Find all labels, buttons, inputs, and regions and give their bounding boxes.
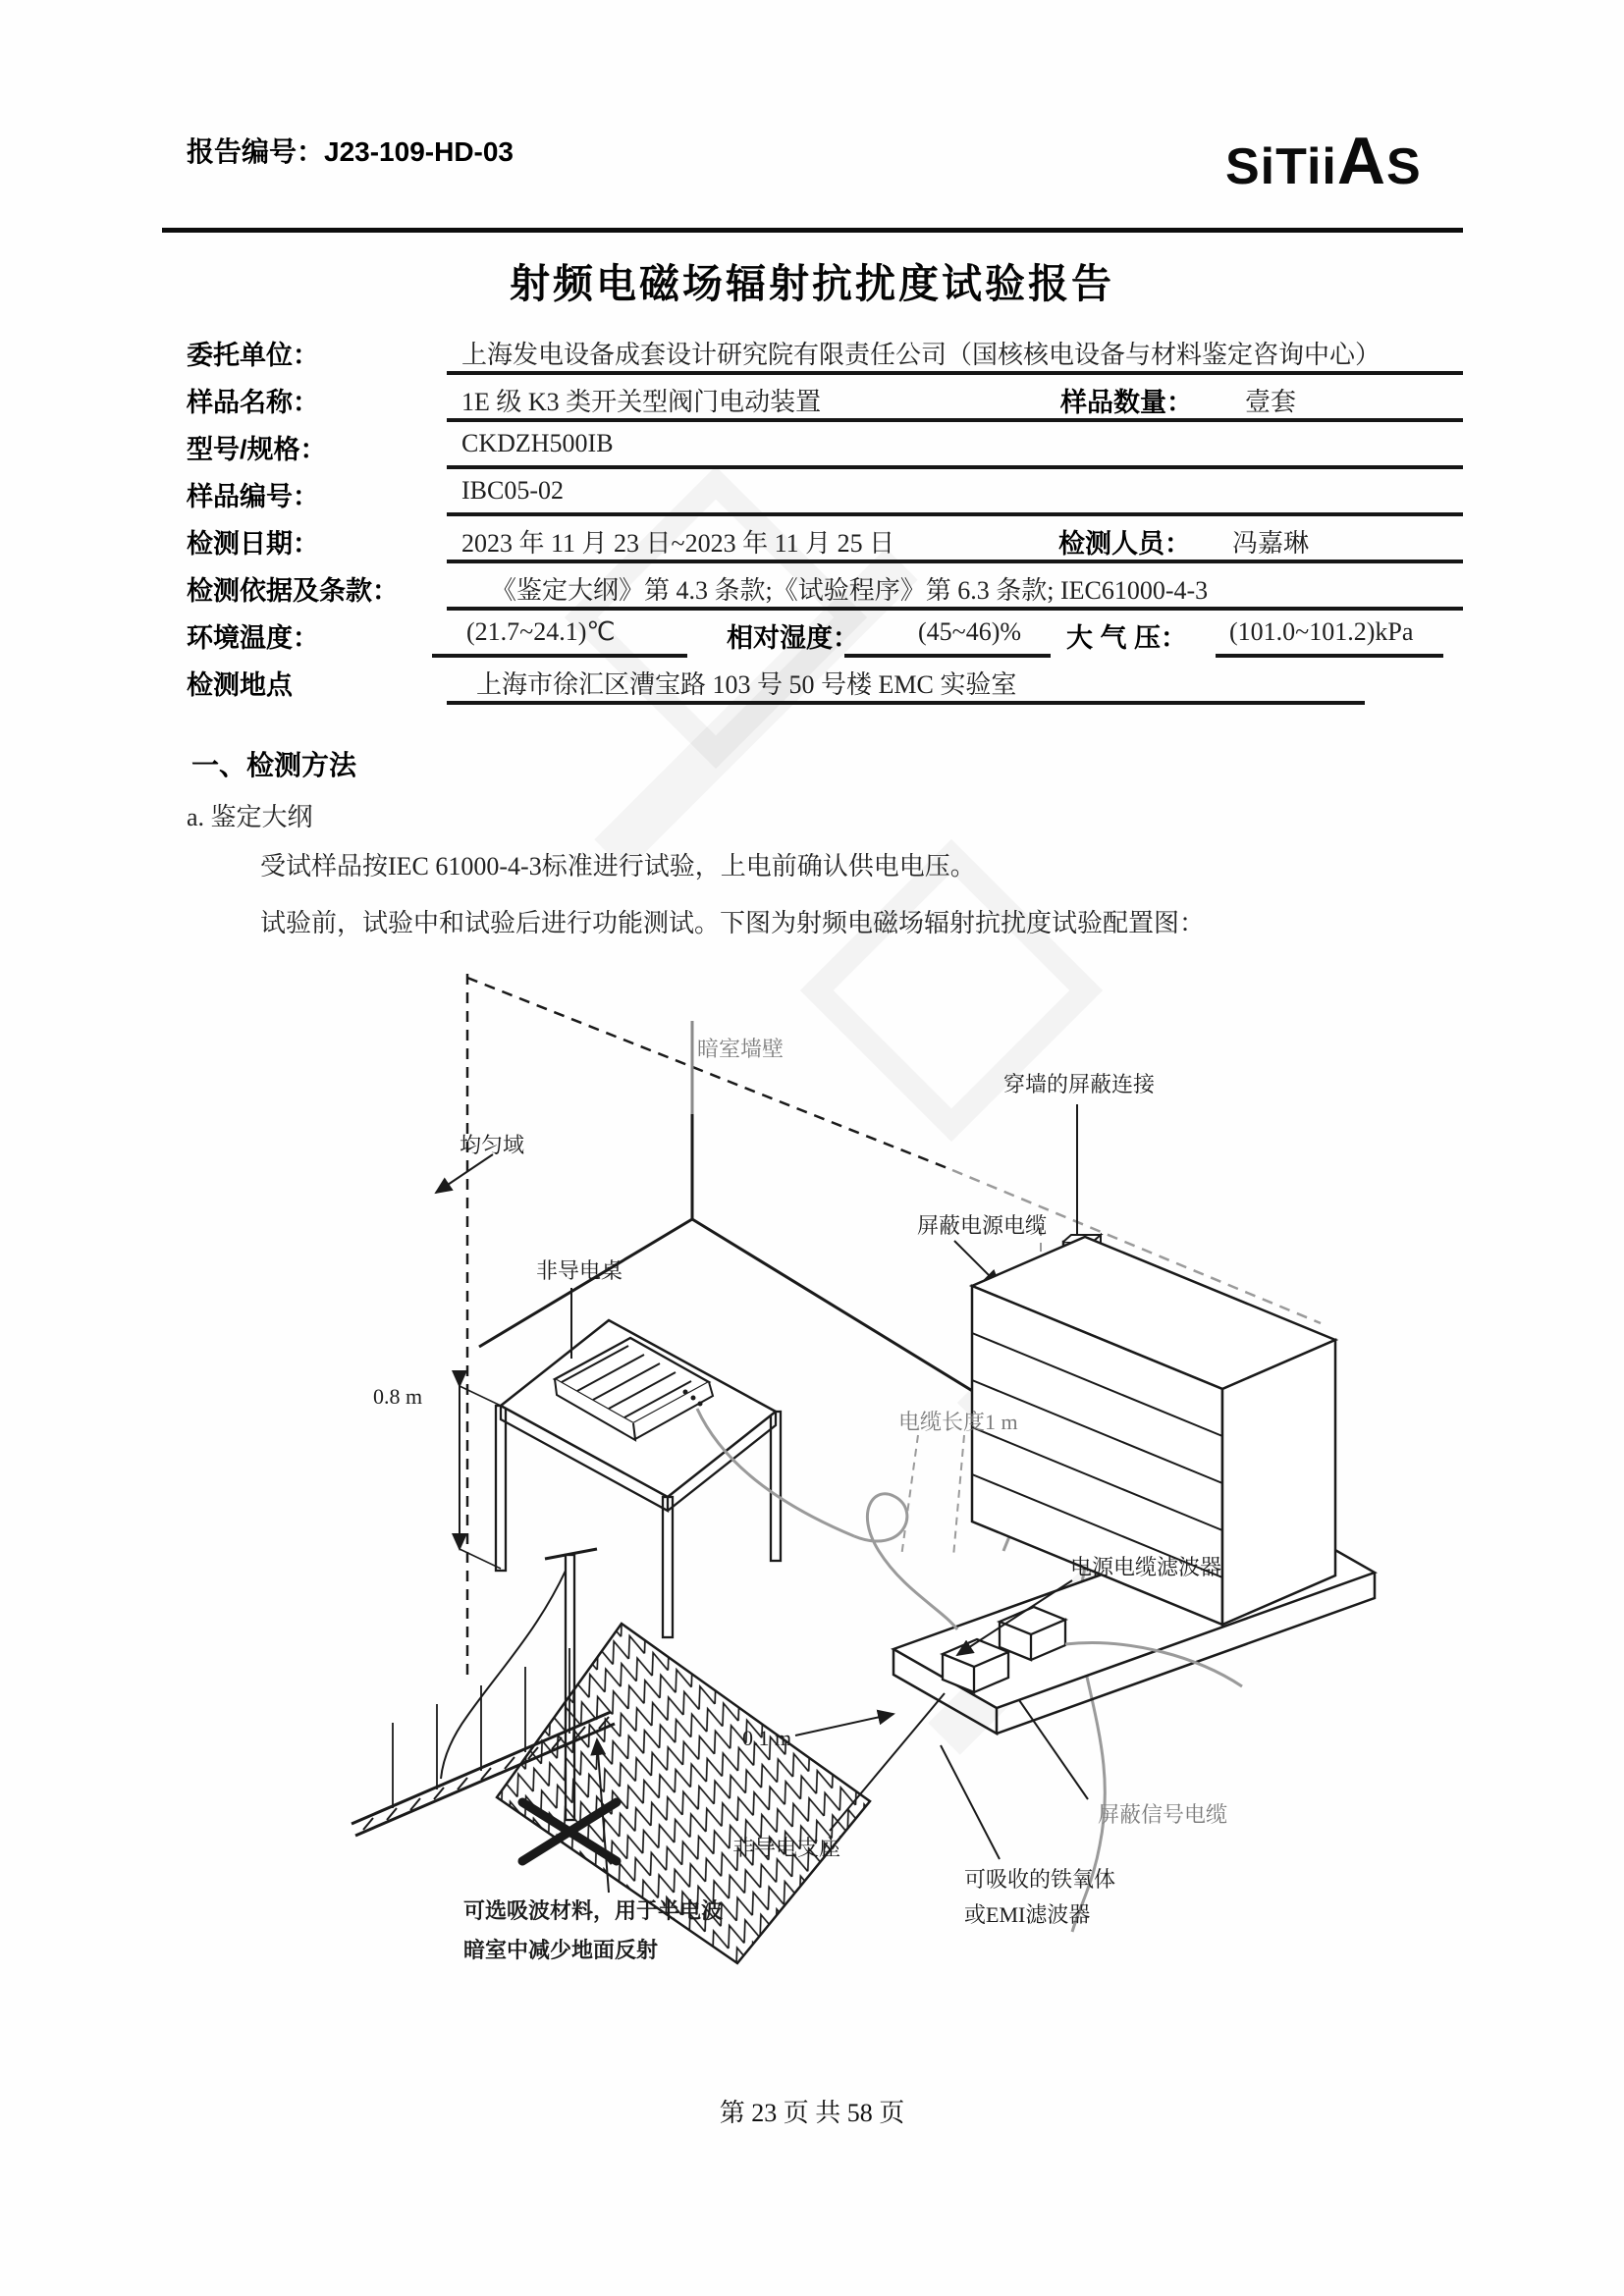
label-gap: 0.1 m (742, 1726, 792, 1750)
row-underline (447, 371, 1463, 375)
row-underline (447, 560, 1463, 563)
tester-value: 冯嘉琳 (1232, 529, 1310, 558)
tester-label: 检测人员： (1058, 529, 1191, 559)
sample-no-value: IBC05-02 (461, 476, 564, 505)
pressure-label: 大 气 压： (1066, 623, 1188, 653)
logo-text-s: S (1385, 138, 1422, 195)
report-number-value: J23-109-HD-03 (324, 136, 514, 167)
paragraph-2: 试验前，试验中和试验后进行功能测试。下图为射频电磁场辐射抗扰度试验配置图： (260, 909, 1206, 937)
basis-value: 《鉴定大纲》第 4.3 条款;《试验程序》第 6.3 条款; IEC61000-4-3 (491, 576, 1209, 605)
sample-qty-label: 样品数量： (1060, 388, 1193, 417)
pressure-value: (101.0~101.2)kPa (1229, 617, 1414, 646)
test-date-label: 检测日期： (187, 529, 319, 559)
label-through-wall-shield: 穿墙的屏蔽连接 (1003, 1072, 1156, 1096)
label-shielded-signal-cable: 屏蔽信号电缆 (1098, 1802, 1228, 1827)
humidity-label: 相对湿度： (727, 623, 859, 653)
label-cable-length: 电缆长度1 m (898, 1410, 1018, 1434)
report-number-label: 报告编号： (187, 136, 325, 167)
model-label: 型号/规格： (187, 435, 327, 464)
sample-no-label: 样品编号： (187, 482, 319, 511)
location-value: 上海市徐汇区漕宝路 103 号 50 号楼 EMC 实验室 (476, 670, 1017, 699)
logo-text-a: A (1336, 124, 1386, 198)
row-underline (447, 465, 1463, 469)
sample-name-value: 1E 级 K3 类开关型阀门电动装置 (461, 388, 822, 416)
logo-text: SiTii (1225, 138, 1337, 195)
label-shielded-power-cable: 屏蔽电源电缆 (917, 1213, 1048, 1238)
temperature-value: (21.7~24.1)℃ (466, 617, 616, 646)
client-value: 上海发电设备成套设计研究院有限责任公司（国核核电设备与材料鉴定咨询中心） (461, 341, 1381, 369)
label-uniform-area: 均匀域 (460, 1133, 525, 1157)
section-item: a. 鉴定大纲 (187, 803, 313, 831)
row-underline (844, 654, 1051, 658)
page-title: 射频电磁场辐射抗扰度试验报告 (510, 261, 1114, 306)
row-underline (447, 512, 1463, 516)
paragraph-1: 受试样品按IEC 61000-4-3标准进行试验，上电前确认供电电压。 (260, 852, 976, 881)
label-table-height: 0.8 m (373, 1384, 423, 1409)
label-nonconductive-table: 非导电桌 (536, 1258, 623, 1283)
label-power-filter: 电源电缆滤波器 (1070, 1555, 1222, 1579)
label-chamber-wall: 暗室墙壁 (697, 1037, 785, 1061)
test-setup-diagram (265, 962, 1384, 2002)
label-nonconductive-support: 非导电支座 (732, 1836, 841, 1860)
row-underline (447, 701, 1365, 705)
location-label: 检测地点 (187, 670, 293, 700)
sitiias-logo (1225, 124, 1422, 198)
label-ferrite-line1: 可吸收的铁氧体 (964, 1867, 1116, 1892)
label-ferrite-line2: 或EMI滤波器 (964, 1902, 1091, 1927)
basis-label: 检测依据及条款： (187, 576, 399, 606)
temperature-label: 环境温度： (187, 623, 319, 653)
test-date-value: 2023 年 11 月 23 日~2023 年 11 月 25 日 (461, 529, 895, 558)
row-underline (447, 607, 1463, 611)
sample-qty-value: 壹套 (1245, 388, 1297, 416)
humidity-value: (45~46)% (918, 617, 1022, 646)
label-absorber-line1: 可选吸波材料，用于半电波 (463, 1898, 724, 1923)
sample-name-label: 样品名称： (187, 388, 319, 417)
row-underline (432, 654, 687, 658)
header-divider (162, 228, 1463, 233)
row-underline (1216, 654, 1443, 658)
page-number: 第 23 页 共 58 页 (719, 2099, 905, 2127)
label-absorber-line2: 暗室中减少地面反射 (463, 1938, 659, 1962)
section-heading: 一、检测方法 (191, 750, 357, 780)
report-number (187, 131, 514, 170)
row-underline (447, 418, 1463, 422)
model-value: CKDZH500IB (461, 429, 614, 457)
client-label: 委托单位： (187, 341, 319, 370)
